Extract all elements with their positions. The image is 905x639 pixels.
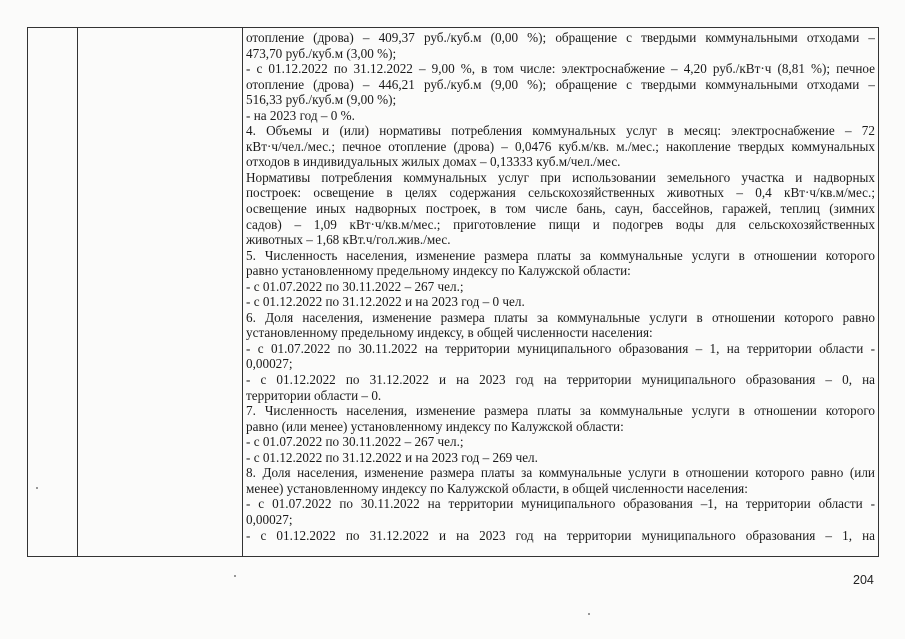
text-line: 7. Численность населения, изменение размера платы за коммунальные услуги в отношении которого: [246, 403, 875, 419]
scan-speck: [234, 575, 236, 577]
text-line: территории области – 0.: [246, 387, 382, 403]
column-divider-1: [77, 28, 78, 556]
text-line: установленному предельному индексу, в общей численности населения:: [246, 325, 653, 341]
text-line: 4. Объемы и (или) нормативы потребления коммунальных услуг в месяц: электроснабжение – 72: [246, 123, 875, 139]
text-line: - на 2023 год – 0 %.: [246, 107, 355, 123]
text-line: 5. Численность населения, изменение размера платы за коммунальные услуги в отношении которого: [246, 247, 875, 263]
text-line: - с 01.07.2022 по 30.11.2022 – 267 чел.;: [246, 278, 464, 294]
text-line: освещение иных надворных построек, в том числе бань, саун, бассейнов, гаражей, теплиц (зимних: [246, 201, 875, 217]
scan-speck: [36, 487, 38, 489]
text-line: 8. Доля населения, изменение размера платы за коммунальные услуги в отношении которого равно (или: [246, 465, 875, 481]
text-line: равно установленному предельному индексу по Калужской области:: [246, 263, 631, 279]
text-line: - с 01.12.2022 по 31.12.2022 и на 2023 год на территории муниципального образования – 0, на: [246, 372, 875, 388]
text-line: отходов в индивидуальных жилых домах – 0,13333 куб.м/чел./мес.: [246, 154, 621, 170]
column-divider-2: [242, 28, 243, 556]
text-line: - с 01.07.2022 по 30.11.2022 на территории муниципального образования – 1, на территории области -: [246, 340, 875, 356]
text-line: менее) установленному индексу по Калужской области, в общей численности населения:: [246, 480, 748, 496]
text-line: кВт·ч/чел./мес.; печное отопление (дрова) – 0,0476 куб.м/кв. м./мес.; накопление твердых коммунальных: [246, 138, 875, 154]
text-line: - с 01.07.2022 по 30.11.2022 – 267 чел.;: [246, 434, 464, 450]
text-line: равно (или менее) установленному индексу по Калужской области:: [246, 418, 624, 434]
page-number: 204: [853, 573, 874, 587]
text-line: отопление (дрова) – 409,37 руб./куб.м (0,00 %); обращение с твердыми коммунальными отходами –: [246, 30, 875, 45]
text-line: садов) – 1,09 кВт·ч/кв.м/мес.; приготовление пищи и подогрев воды для сельскохозяйственных: [246, 216, 875, 232]
text-line: 0,00027;: [246, 356, 293, 372]
document-table: [27, 27, 879, 557]
text-line: - с 01.12.2022 по 31.12.2022 и на 2023 год на территории муниципального образования – 1, на: [246, 527, 875, 543]
text-line: животных – 1,68 кВт.ч/гол.жив./мес.: [246, 232, 451, 248]
text-line: - с 01.07.2022 по 30.11.2022 на территории муниципального образования –1, на территории области -: [246, 496, 875, 512]
text-line: построек: освещение в целях содержания сельскохозяйственных животных – 0,4 кВт·ч/кв.м/мес.;: [246, 185, 875, 201]
text-line: 0,00027;: [246, 511, 293, 527]
text-line: отопление (дрова) – 446,21 руб./куб.м (9,00 %); обращение с твердыми коммунальными отходами –: [246, 76, 875, 92]
text-line: - с 01.12.2022 по 31.12.2022 и на 2023 год – 0 чел.: [246, 294, 525, 310]
text-line: Нормативы потребления коммунальных услуг при использовании земельного участка и надворных: [246, 169, 875, 185]
scan-speck: [588, 613, 590, 615]
text-line: 473,70 руб./куб.м (3,00 %);: [246, 45, 397, 61]
text-line: 6. Доля населения, изменение размера платы за коммунальные услуги в отношении которого равно: [246, 309, 875, 325]
text-line: 516,33 руб./куб.м (9,00 %);: [246, 92, 397, 108]
text-line: - с 01.12.2022 по 31.12.2022 и на 2023 год – 269 чел.: [246, 449, 538, 465]
text-line: - с 01.12.2022 по 31.12.2022 – 9,00 %, в том числе: электроснабжение – 4,20 руб./кВт·ч (8,81 %); печное: [246, 61, 875, 77]
description-cell: [246, 30, 875, 556]
